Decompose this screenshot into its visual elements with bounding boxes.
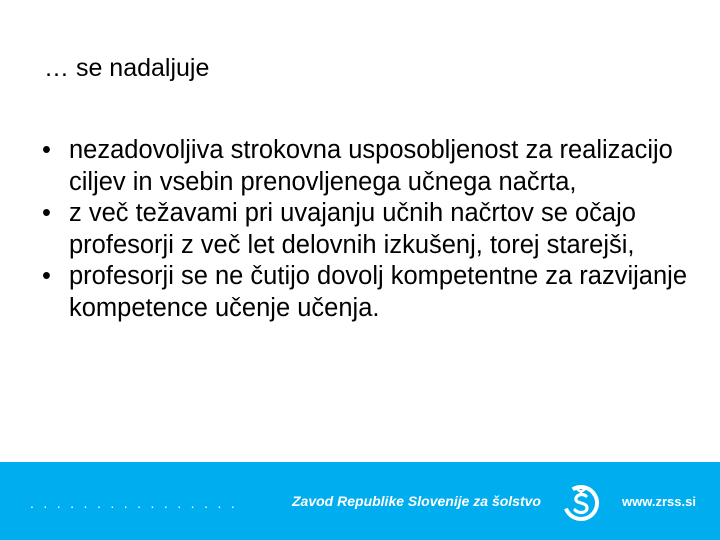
footer-dots: ................	[30, 495, 245, 511]
zrss-logo-icon	[560, 482, 602, 524]
bullet-marker: •	[42, 136, 51, 164]
bullet-text: z več težavami pri uvajanju učnih načrtov se očajo profesorji z več let delovnih izkušenj, torej starejši,	[69, 199, 636, 259]
bullet-text: nezadovoljiva strokovna usposobljenost za realizacijo ciljev in vsebin prenovljenega učnega načrta,	[69, 136, 673, 196]
website-link[interactable]: www.zrss.si	[622, 494, 696, 509]
bullet-text: profesorji se ne čutijo dovolj kompetentne za razvijanje kompetence učenje učenja.	[69, 262, 688, 322]
bullet-item	[42, 198, 707, 261]
bullet-item	[42, 261, 707, 324]
bullet-marker: •	[42, 262, 51, 290]
slide-title: … se nadaljuje	[44, 54, 210, 82]
bullet-list	[42, 135, 707, 324]
organization-name: Zavod Republike Slovenije za šolstvo	[292, 493, 541, 509]
bullet-marker: •	[42, 199, 51, 227]
bullet-item	[42, 135, 707, 198]
